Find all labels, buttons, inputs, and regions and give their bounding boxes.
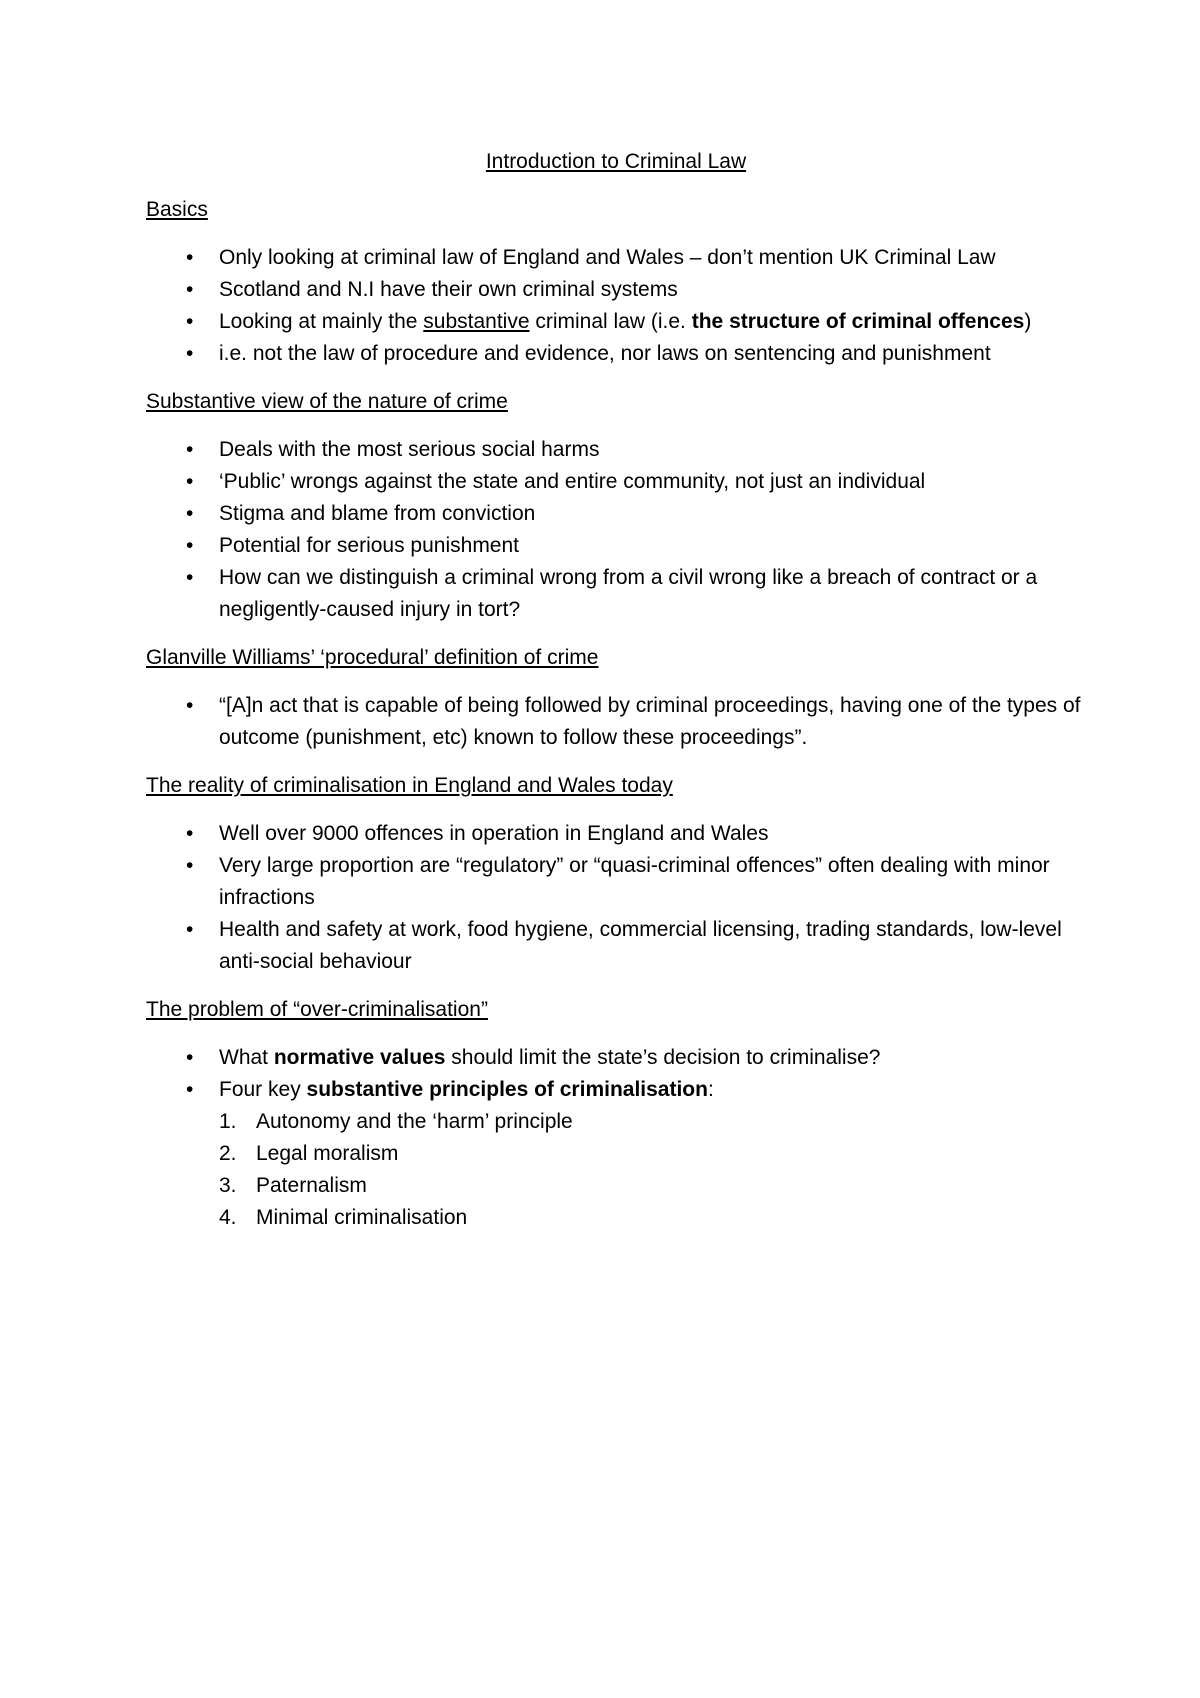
list-item: • i.e. not the law of procedure and evidence, nor laws on sentencing and punishment xyxy=(146,338,1086,370)
list-item: • “[A]n act that is capable of being followed by criminal proceedings, having one of the types of outcome (punishment, etc) known to follow these proceedings”. xyxy=(146,690,1086,754)
basics-list xyxy=(146,242,1086,370)
bullet-icon: • xyxy=(186,470,194,493)
list-item: • Well over 9000 offences in operation in England and Wales xyxy=(146,818,1086,850)
list-item: • What normative values should limit the state’s decision to criminalise? xyxy=(146,1042,1086,1074)
item-number: 3. xyxy=(219,1174,237,1197)
section-heading-reality: The reality of criminalisation in England and Wales today xyxy=(146,774,673,797)
underlined-term: substantive xyxy=(423,310,530,333)
bold-phrase: substantive principles of criminalisation xyxy=(306,1078,708,1101)
list-item: • ‘Public’ wrongs against the state and entire community, not just an individual xyxy=(146,466,1086,498)
over-criminalisation-list xyxy=(146,1042,1086,1106)
principles-numbered-list xyxy=(146,1106,1086,1234)
item-number: 2. xyxy=(219,1142,237,1165)
list-item: • How can we distinguish a criminal wrong from a civil wrong like a breach of contract or a negligently-caused injury in tort? xyxy=(146,562,1086,626)
list-item: • Scotland and N.I have their own criminal systems xyxy=(146,274,1086,306)
bullet-icon: • xyxy=(186,566,194,589)
bullet-icon: • xyxy=(186,1078,194,1101)
list-item: • Health and safety at work, food hygiene, commercial licensing, trading standards, low-level anti-social behaviour xyxy=(146,914,1086,978)
list-item: • Very large proportion are “regulatory” or “quasi-criminal offences” often dealing with minor infractions xyxy=(146,850,1086,914)
bullet-icon: • xyxy=(186,1046,194,1069)
list-item: • Looking at mainly the substantive criminal law (i.e. the structure of criminal offences) xyxy=(146,306,1086,338)
bullet-icon: • xyxy=(186,310,194,333)
item-number: 1. xyxy=(219,1110,237,1133)
item-number: 4. xyxy=(219,1206,237,1229)
bullet-icon: • xyxy=(186,854,194,877)
list-item: • Only looking at criminal law of England and Wales – don’t mention UK Criminal Law xyxy=(146,242,1086,274)
section-heading-substantive-view: Substantive view of the nature of crime xyxy=(146,390,508,413)
numbered-item: 4. Minimal criminalisation xyxy=(146,1202,1086,1234)
section-heading-glanville: Glanville Williams’ ‘procedural’ definition of crime xyxy=(146,646,599,669)
numbered-item: 1. Autonomy and the ‘harm’ principle xyxy=(146,1106,1086,1138)
bullet-icon: • xyxy=(186,438,194,461)
section-heading-basics: Basics xyxy=(146,198,208,221)
section-heading-over-criminalisation: The problem of “over-criminalisation” xyxy=(146,998,488,1021)
document-content xyxy=(146,146,1086,1250)
bullet-icon: • xyxy=(186,534,194,557)
bullet-icon: • xyxy=(186,694,194,717)
bullet-icon: • xyxy=(186,502,194,525)
reality-list xyxy=(146,818,1086,978)
bullet-icon: • xyxy=(186,822,194,845)
page-title: Introduction to Criminal Law xyxy=(485,150,747,173)
list-item: • Potential for serious punishment xyxy=(146,530,1086,562)
bullet-icon: • xyxy=(186,246,194,269)
bullet-icon: • xyxy=(186,342,194,365)
bullet-icon: • xyxy=(186,278,194,301)
list-item: • Stigma and blame from conviction xyxy=(146,498,1086,530)
glanville-list xyxy=(146,690,1086,754)
substantive-view-list xyxy=(146,434,1086,626)
list-item: • Four key substantive principles of criminalisation: xyxy=(146,1074,1086,1106)
numbered-item: 2. Legal moralism xyxy=(146,1138,1086,1170)
list-item: • Deals with the most serious social harms xyxy=(146,434,1086,466)
numbered-item: 3. Paternalism xyxy=(146,1170,1086,1202)
bold-phrase: normative values xyxy=(273,1046,446,1069)
bullet-icon: • xyxy=(186,918,194,941)
bold-phrase: the structure of criminal offences xyxy=(691,310,1025,333)
